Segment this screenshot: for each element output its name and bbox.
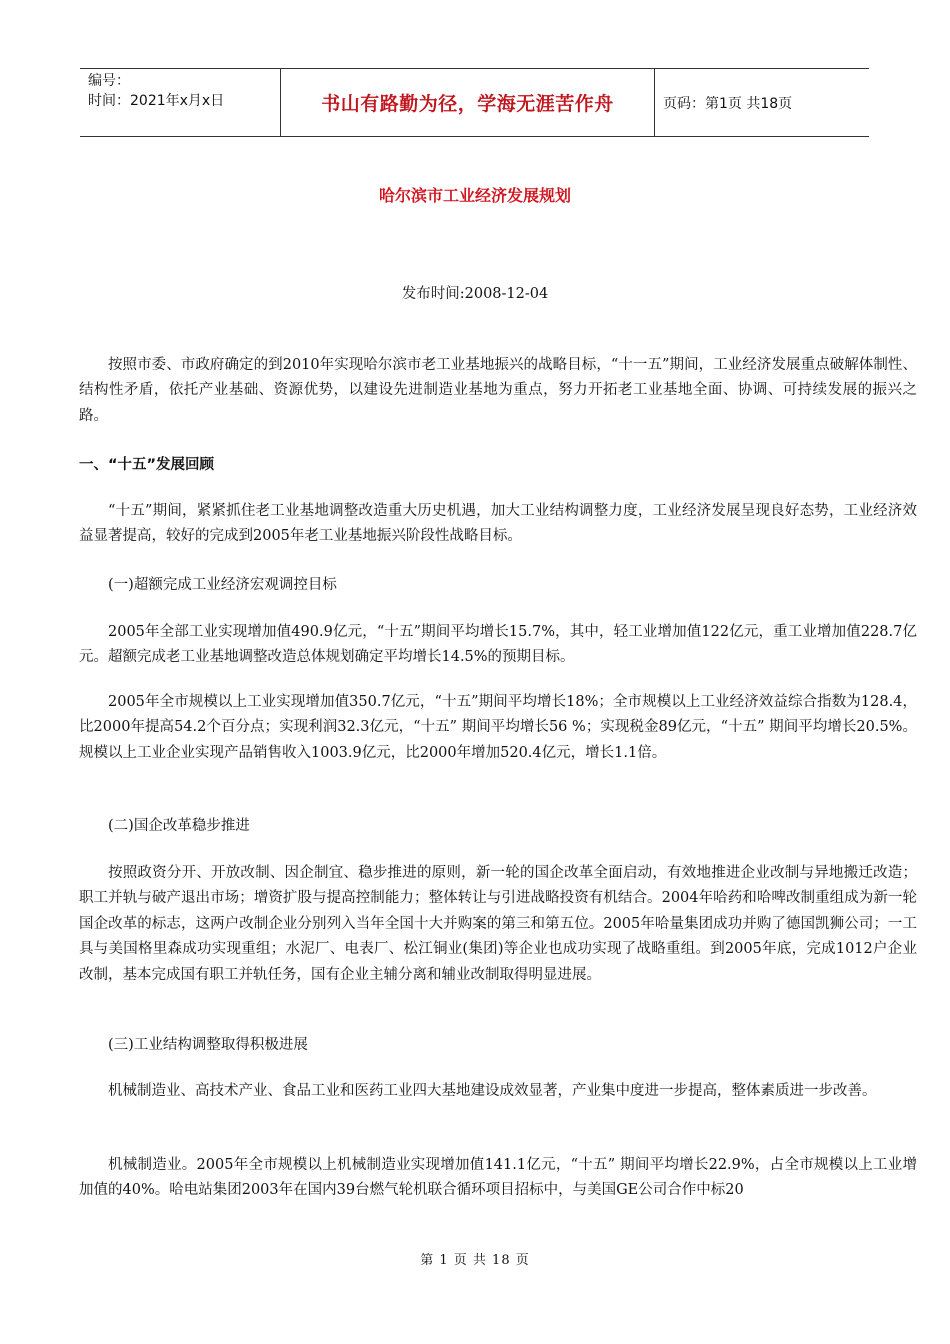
page-footer: 第 1 页 共 18 页	[420, 1253, 530, 1268]
paragraph: “十五”期间，紧紧抓住老工业基地调整改造重大历史机遇，加大工业结构调整力度，工业经济发展呈现良好态势，工业经济效益显著提高，较好的完成到2005年老工业基地振兴阶段性战略目标。	[79, 503, 917, 545]
subsection-heading-1: (一)超额完成工业经济宏观调控目标	[108, 577, 337, 593]
paragraph: 2005年全部工业实现增加值490.9亿元，“十五”期间平均增长15.7%，其中，轻工业增加值122亿元，重工业增加值228.7亿元。超额完成老工业基地调整改造总体规划确定平均增长14.5%的预期目标。	[79, 624, 917, 666]
doc-number-label: 编号：	[88, 73, 130, 89]
header-motto: 书山有路勤为径，学海无涯苦作舟	[281, 69, 655, 136]
document-title: 哈尔滨市工业经济发展规划	[378, 186, 571, 205]
paragraph: 机械制造业、高技术产业、食品工业和医药工业四大基地建设成效显著，产业集中度进一步提高，整体素质进一步改善。	[108, 1083, 877, 1099]
paragraph: 2005年全市规模以上工业实现增加值350.7亿元，“十五”期间平均增长18%；全市规模以上工业经济效益综合指数为128.4，比2000年提高54.2个百分点；实现利润32.3亿元，“十五” 期间平均增长56 %；实现税金89亿元，“十五” 期间平均增长20.5%。规模以上工业企业实现产品销售收入1003.9亿元，比2000年增加520.4亿元，增长1.1倍。	[79, 694, 917, 761]
paragraph: 机械制造业。2005年全市规模以上机械制造业实现增加值141.1亿元，“十五” 期间平均增长22.9%，占全市规模以上工业增加值的40%。哈电站集团2003年在国内39台燃气轮机联合循环项目招标中，与美国GE公司合作中标20	[79, 1157, 917, 1199]
paragraph-intro: 按照市委、市政府确定的到2010年实现哈尔滨市老工业基地振兴的战略目标，“十一五”期间，工业经济发展重点破解体制性、结构性矛盾，依托产业基础、资源优势，以建设先进制造业基地为重点，努力开拓老工业基地全面、协调、可持续发展的振兴之路。	[79, 357, 917, 424]
subsection-heading-2: (二)国企改革稳步推进	[108, 818, 250, 834]
header-left-cell	[80, 69, 281, 136]
subsection-heading-3: (三)工业结构调整取得积极进展	[108, 1037, 308, 1053]
paragraph: 按照政资分开、开放改制、因企制宜、稳步推进的原则，新一轮的国企改革全面启动，有效地推进企业改制与异地搬迁改造；职工并轨与破产退出市场；增资扩股与提高控制能力；整体转让与引进战略投资有机结合。2004年哈药和哈啤改制重组成为新一轮国企改革的标志，这两户改制企业分别列入当年全国十大并购案的第三和第五位。2005年哈量集团成功并购了德国凯狮公司；一工具与美国格里森成功实现重组；水泥厂、电表厂、松江铜业(集团)等企业也成功实现了战略重组。到2005年底，完成1012户企业改制，基本完成国有职工并轨任务，国有企业主辅分离和辅业改制取得明显进展。	[79, 865, 917, 983]
header-page-info: 页码：第1页 共18页	[663, 95, 793, 112]
section-heading-1: 一、“十五”发展回顾	[79, 457, 215, 473]
publish-time: 发布时间:2008-12-04	[401, 286, 549, 302]
header-table	[80, 68, 869, 137]
doc-date-label: 时间：2021年x月x日	[88, 93, 225, 109]
